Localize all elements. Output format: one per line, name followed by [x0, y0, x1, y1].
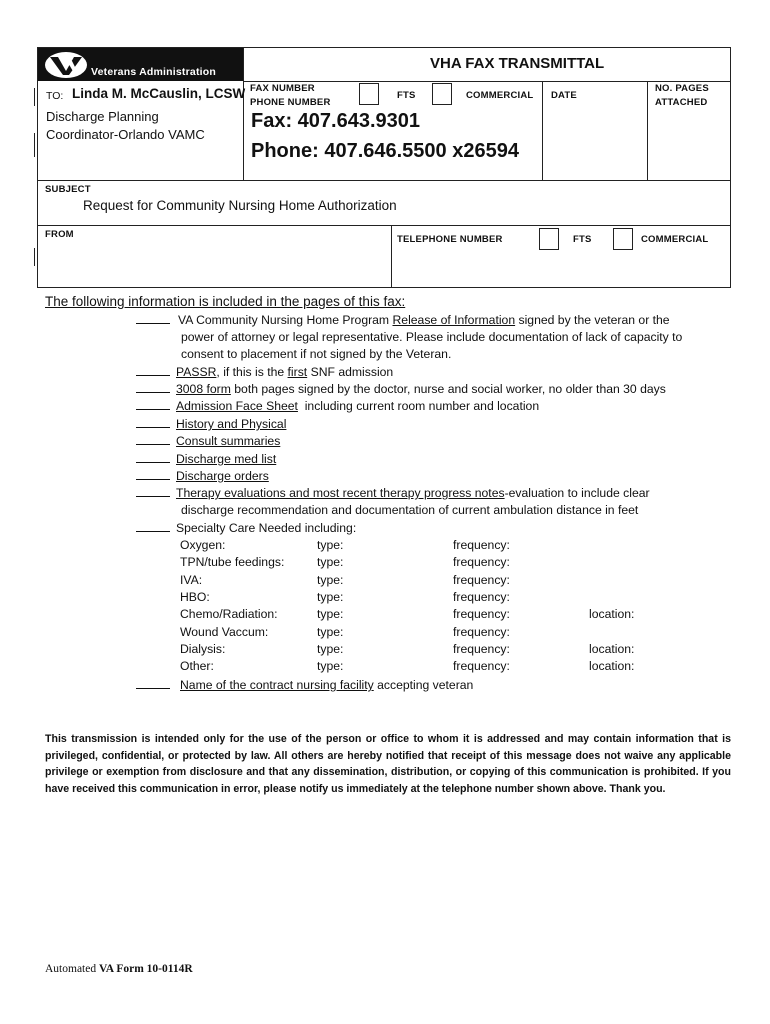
fax-value[interactable]: Fax: 407.643.9301	[251, 110, 421, 132]
specialty-frequency[interactable]: frequency:	[453, 573, 510, 587]
from-commercial-label: COMMERCIAL	[641, 234, 709, 245]
specialty-name: Chemo/Radiation:	[180, 607, 278, 621]
item-text: VA Community Nursing Home Program	[178, 313, 393, 327]
item-blank[interactable]	[136, 520, 170, 532]
release-of-information-link: Release of Information	[392, 313, 516, 327]
item-text: , if this is the	[216, 365, 288, 379]
item-blank[interactable]	[136, 485, 170, 497]
specialty-location[interactable]: location:	[589, 642, 635, 656]
agency-banner	[38, 48, 243, 81]
form-number: VA Form 10-0114R	[98, 963, 193, 975]
edge-mark	[34, 248, 35, 266]
specialty-location[interactable]: location:	[589, 659, 635, 673]
checklist-item-release-cont: consent to placement if not signed by the Veteran.	[181, 347, 452, 361]
specialty-frequency[interactable]: frequency:	[453, 555, 510, 569]
col-divider	[391, 225, 392, 288]
fax-number-label: FAX NUMBER	[250, 83, 315, 94]
to-line-2: Coordinator-Orlando VAMC	[46, 127, 205, 142]
phone-value[interactable]: Phone: 407.646.5500 x26594	[251, 140, 519, 162]
row-divider	[243, 81, 731, 82]
edge-mark	[34, 133, 35, 157]
from-fts-label: FTS	[573, 234, 592, 245]
pages-label-1: NO. PAGES	[655, 83, 709, 94]
subject-value[interactable]: Request for Community Nursing Home Authorization	[83, 198, 397, 213]
from-label: FROM	[45, 229, 74, 240]
footer-prefix: Automated	[45, 963, 99, 975]
checklist-item-face-sheet	[136, 398, 539, 415]
commercial-label: COMMERCIAL	[466, 90, 534, 101]
specialty-type[interactable]: type:	[317, 590, 344, 604]
to-name[interactable]: Linda M. McCauslin, LCSW	[72, 86, 246, 101]
item-text: Discharge orders	[176, 469, 269, 483]
from-telephone-label: TELEPHONE NUMBER	[397, 234, 503, 245]
item-blank[interactable]	[136, 398, 170, 410]
col-divider	[647, 81, 648, 181]
specialty-name: Dialysis:	[180, 642, 226, 656]
checklist-item-specialty	[136, 520, 356, 537]
included-heading: The following information is included in the pages of this fax:	[45, 294, 406, 309]
item-blank[interactable]	[136, 416, 170, 428]
checklist-item-release	[136, 312, 670, 329]
from-commercial-checkbox[interactable]	[613, 228, 633, 250]
date-label: DATE	[551, 90, 577, 101]
form-title: VHA FAX TRANSMITTAL	[430, 55, 605, 72]
agency-name: Veterans Administration	[91, 66, 216, 78]
row-divider	[37, 225, 731, 226]
specialty-name: Wound Vaccum:	[180, 625, 269, 639]
specialty-name: HBO:	[180, 590, 210, 604]
specialty-name: TPN/tube feedings:	[180, 555, 285, 569]
item-blank[interactable]	[136, 677, 170, 689]
item-blank[interactable]	[136, 451, 170, 463]
specialty-type[interactable]: type:	[317, 607, 344, 621]
specialty-name: IVA:	[180, 573, 203, 587]
fts-checkbox[interactable]	[359, 83, 379, 105]
subject-label: SUBJECT	[45, 184, 91, 195]
checklist-item-consult	[136, 433, 280, 450]
item-text: first	[287, 365, 308, 379]
form-outer-box	[37, 47, 731, 288]
form-3008-link: 3008 form	[176, 382, 231, 396]
specialty-type[interactable]: type:	[317, 573, 344, 587]
item-text: both pages signed by the doctor, nurse and social worker, no older than 30 days	[230, 382, 666, 396]
therapy-link: Therapy evaluations and most recent therapy progress notes	[176, 486, 505, 500]
item-text: including current room number and location	[297, 399, 540, 413]
specialty-frequency[interactable]: frequency:	[453, 625, 510, 639]
form-footer	[45, 963, 193, 975]
checklist-item-passr	[136, 364, 393, 381]
specialty-type[interactable]: type:	[317, 625, 344, 639]
edge-mark	[34, 88, 35, 106]
pages-label-2: ATTACHED	[655, 97, 708, 108]
passr-link: PASSR	[176, 365, 217, 379]
item-blank[interactable]	[136, 364, 170, 376]
specialty-type[interactable]: type:	[317, 538, 344, 552]
specialty-name: Other:	[180, 659, 214, 673]
specialty-frequency[interactable]: frequency:	[453, 538, 510, 552]
row-divider	[37, 180, 731, 181]
specialty-frequency[interactable]: frequency:	[453, 642, 510, 656]
checklist-item-therapy	[136, 485, 650, 502]
item-blank[interactable]	[136, 433, 170, 445]
specialty-name: Oxygen:	[180, 538, 226, 552]
item-text: History and Physical	[176, 417, 287, 431]
va-logo-icon	[44, 51, 88, 79]
phone-number-label: PHONE NUMBER	[250, 97, 331, 108]
from-fts-checkbox[interactable]	[539, 228, 559, 250]
item-blank[interactable]	[136, 381, 170, 393]
checklist-item-medlist	[136, 451, 276, 468]
specialty-frequency[interactable]: frequency:	[453, 590, 510, 604]
facility-link: Name of the contract nursing facility	[180, 678, 374, 692]
checklist-item-orders	[136, 468, 269, 485]
item-text: SNF admission	[307, 365, 394, 379]
face-sheet-link: Admission Face Sheet	[176, 399, 298, 413]
item-text: Discharge med list	[176, 452, 277, 466]
specialty-frequency[interactable]: frequency:	[453, 659, 510, 673]
specialty-location[interactable]: location:	[589, 607, 635, 621]
checklist-item-history	[136, 416, 286, 433]
item-text: accepting veteran	[373, 678, 474, 692]
checklist-item-3008	[136, 381, 666, 398]
to-line-1: Discharge Planning	[46, 109, 159, 124]
specialty-type[interactable]: type:	[317, 659, 344, 673]
item-text: Specialty Care Needed including:	[176, 521, 357, 535]
to-label: TO:	[46, 90, 64, 102]
specialty-type[interactable]: type:	[317, 555, 344, 569]
item-blank[interactable]	[136, 468, 170, 480]
fts-label: FTS	[397, 90, 416, 101]
item-blank[interactable]	[136, 312, 170, 324]
specialty-frequency[interactable]: frequency:	[453, 607, 510, 621]
confidentiality-notice: This transmission is intended only for the use of the person or office to whom it is addressed and may contain information that is privileged, confidential, or protected by law. All others are hereby notified that receipt of this message does not waive any applicable privilege or exemption from disclosure and that any dissemination, distribution, or copying of this communication is prohibited. If you have received this communication in error, please notify us immediately at the telephone number shown above. Thank you.	[45, 733, 731, 795]
checklist-item-release-cont: power of attorney or legal representative. Please include documentation of lack of capacity to	[181, 330, 683, 344]
checklist-item-therapy-cont: discharge recommendation and documentation of current ambulation distance in feet	[181, 503, 639, 517]
item-text: Consult summaries	[176, 434, 281, 448]
specialty-type[interactable]: type:	[317, 642, 344, 656]
checklist-item-facility	[136, 677, 473, 694]
col-divider	[542, 81, 543, 181]
col-divider	[243, 48, 244, 181]
item-text: signed by the veteran or the	[515, 313, 670, 327]
commercial-checkbox[interactable]	[432, 83, 452, 105]
item-text: -evaluation to include clear	[504, 486, 650, 500]
